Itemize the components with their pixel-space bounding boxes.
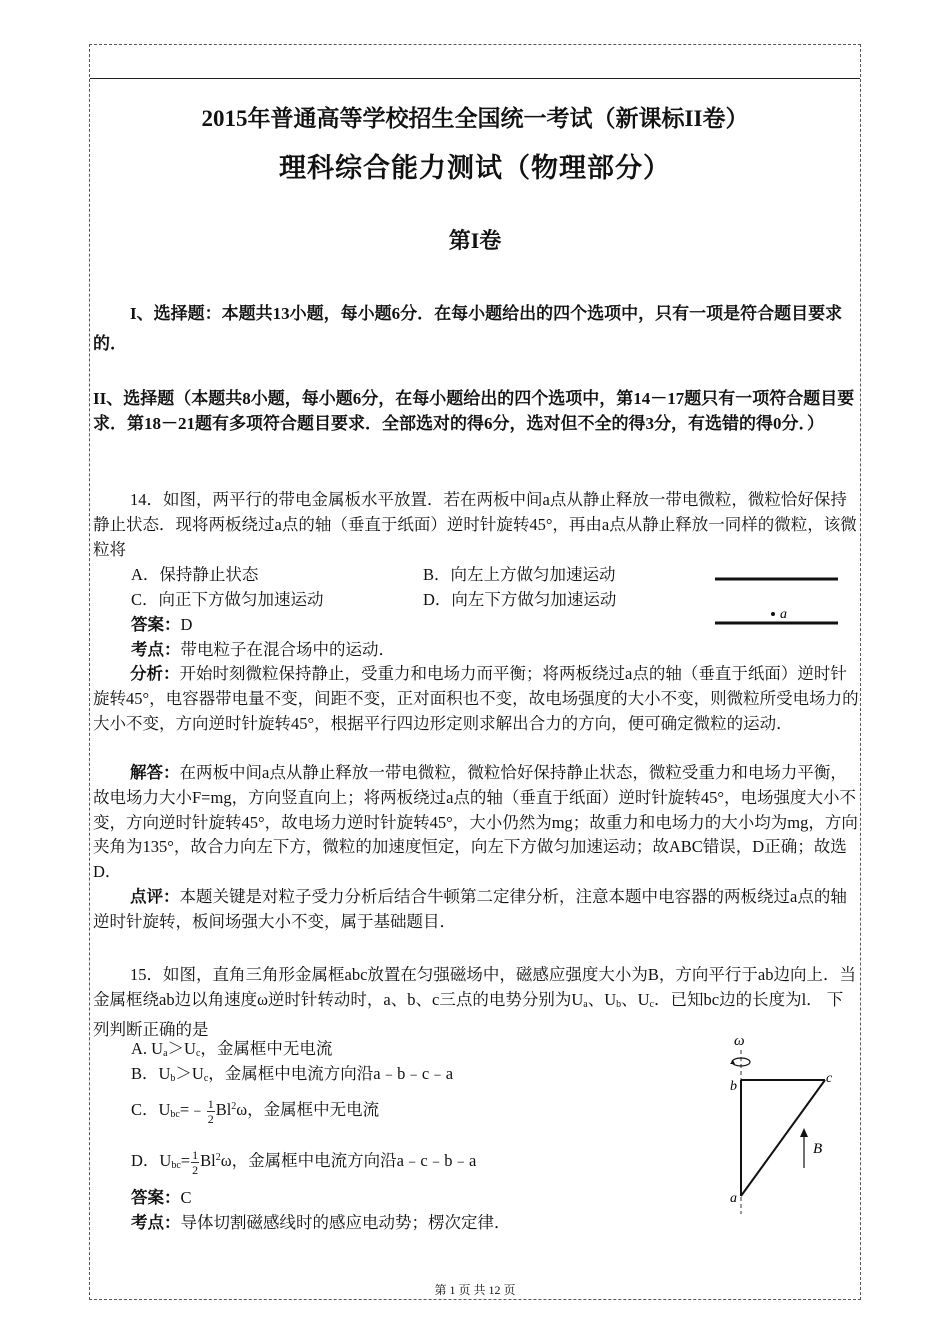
exam-subtitle: 理科综合能力测试（物理部分） xyxy=(279,153,671,183)
vertex-c-label: c xyxy=(826,1071,833,1086)
volume-heading: 第I卷 xyxy=(448,228,502,253)
vertex-a-label: a xyxy=(730,1191,737,1206)
q14-solution xyxy=(93,761,859,885)
analysis-label: 分析： xyxy=(130,664,180,683)
q15-option-b: B．$U_b>U_c$，金属框中电流方向沿a﹣b﹣c﹣a xyxy=(131,1064,454,1084)
q14-answer xyxy=(131,613,192,638)
point-label: 考点： xyxy=(131,1213,181,1232)
q15-knowledge-point xyxy=(131,1211,511,1236)
q14-option-c: C．向正下方做匀加速运动 xyxy=(131,590,324,609)
q15-triangle-figure xyxy=(710,1030,850,1220)
edge-ac xyxy=(741,1080,825,1196)
q15-answer xyxy=(131,1186,192,1211)
q15-option-c: C．$U_{bc}=﹣$ $\frac{1}{2}$ Bl$^2$ω，金属框中无电流 xyxy=(131,1096,380,1126)
section-2-instructions: II、选择题（本题共8小题，每小题6分，在每小题给出的四个选项中，第14－17题只有一项符合题目要求．第18－21题有多项符合题目要求．全部选对的得6分，选对但不全的得3分，有选错的得0分．） xyxy=(93,389,855,433)
analysis-text: 开始时刻微粒保持静止，受重力和电场力而平衡；将两板绕过a点的轴（垂直于纸面）逆时针旋转45°，电容器带电量不变，间距不变，正对面积也不变，故电场强度的大小不变，则微粒所受电场力的大小不变，方向逆时针旋转45°，根据平行四边形定则求解出合力的方向，便可确定微粒的运动． xyxy=(93,664,859,733)
solution-label: 解答： xyxy=(130,763,180,782)
point-a-label: a xyxy=(780,607,787,622)
comment-label: 点评： xyxy=(130,887,180,906)
q15-option-a: A. $U_a>U_c$，金属框中无电流 xyxy=(131,1039,333,1059)
q14-comment xyxy=(93,885,859,935)
fraction-half: $\frac{1}{2}$ xyxy=(192,1147,199,1177)
fraction-half: $\frac{1}{2}$ xyxy=(207,1096,214,1126)
point-a-dot xyxy=(771,612,775,616)
q14-stem: 14．如图，两平行的带电金属板水平放置．若在两板中间a点从静止释放一带电微粒，微粒恰好保持静止状态．现将两板绕过a点的轴（垂直于纸面）逆时针旋转45°，再由a点从静止释放一同样的微粒，该微粒将 xyxy=(93,490,857,559)
point-value: 导体切割磁感线时的感应电动势；楞次定律． xyxy=(180,1213,511,1232)
solution-text: 在两板中间a点从静止释放一带电微粒，微粒恰好保持静止状态，微粒受重力和电场力平衡，故电场力大小F=mg，方向竖直向上；将两板绕过a点的轴（垂直于纸面）逆时针旋转45°，电场强度大小不变，方向逆时针旋转45°，故电场力逆时针旋转45°，大小仍然为mg；故重力和电场力的大小均为mg，方向夹角为135°，故合力向左下方，微粒的加速度恒定，向左下方做匀加速运动；故ABC错误，D正确；故选D． xyxy=(93,763,858,882)
q14-analysis xyxy=(93,662,859,736)
q14-plates-figure xyxy=(700,570,850,630)
q15-option-d: D．$U_{bc}=$ $\frac{1}{2}$ Bl$^2$ω，金属框中电流方向沿a﹣c﹣b﹣a xyxy=(131,1147,477,1177)
q14-option-a: A．保持静止状态 xyxy=(131,565,259,584)
q15-stem: 15．如图，直角三角形金属框abc放置在匀强磁场中，磁感应强度大小为B，方向平行于ab边向上．当金属框绕ab边以角速度ω逆时针转动时，a、b、c三点的电势分别为$U_a$、$U_b$、$U_c$．已知bc边的长度为l． 下列判断正确的是 xyxy=(93,965,856,1039)
field-B-label: B xyxy=(813,1141,823,1157)
answer-value: C xyxy=(180,1188,192,1207)
answer-value: D xyxy=(180,615,193,634)
field-arrowhead-icon xyxy=(800,1128,808,1137)
exam-title: 2015年普通高等学校招生全国统一考试（新课标II卷） xyxy=(201,106,749,131)
section-1-instructions: I、选择题：本题共13小题，每小题6分．在每小题给出的四个选项中，只有一项是符合题目要求的． xyxy=(93,304,843,353)
answer-label: 答案： xyxy=(131,1188,181,1207)
q14-knowledge-point xyxy=(131,638,395,663)
comment-text: 本题关键是对粒子受力分析后结合牛顿第二定律分析，注意本题中电容器的两板绕过a点的轴逆时针旋转，板间场强大小不变，属于基础题目． xyxy=(93,887,847,931)
page-number: 第 1 页 共 12 页 xyxy=(434,1283,516,1297)
vertex-b-label: b xyxy=(730,1079,737,1094)
q14-option-b: B．向左上方做匀加速运动 xyxy=(423,565,616,584)
point-value: 带电粒子在混合场中的运动． xyxy=(180,640,395,659)
q14-option-d: D．向左下方做匀加速运动 xyxy=(423,590,617,609)
header-rule xyxy=(90,78,860,79)
point-label: 考点： xyxy=(131,640,181,659)
answer-label: 答案： xyxy=(131,615,181,634)
omega-label: ω xyxy=(734,1033,745,1049)
